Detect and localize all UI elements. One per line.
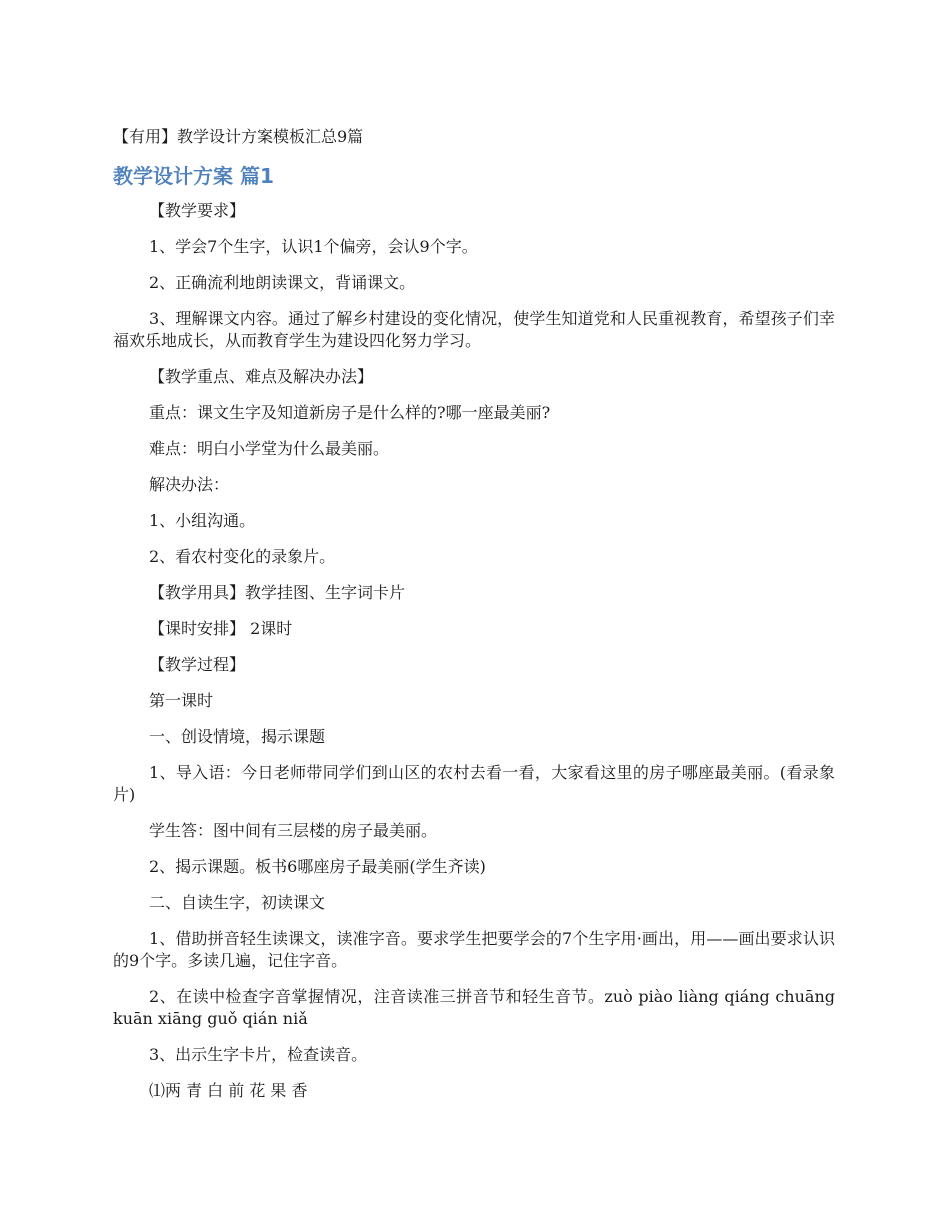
paragraph: 重点：课文生字及知道新房子是什么样的?哪一座最美丽?	[149, 403, 551, 422]
paragraph: 一、创设情境，揭示课题	[149, 727, 326, 746]
document-page	[113, 124, 835, 1116]
paragraph: 1、借助拼音轻生读课文，读准字音。要求学生把要学会的7个生字用·画出，用——画出要求认识的9个字。多读几遍，记住字音。	[113, 929, 835, 970]
paragraph: 2、在读中检查字音掌握情况，注音读准三拼音节和轻生音节。zuò piào liàng qiáng chuāng kuān xiāng guǒ qián niǎ	[113, 987, 835, 1028]
paragraph: 【教学过程】	[149, 655, 246, 674]
paragraph: 难点：明白小学堂为什么最美丽。	[149, 439, 390, 458]
paragraph: 2、看农村变化的录象片。	[149, 547, 336, 566]
document-title: 【有用】教学设计方案模板汇总9篇	[113, 127, 364, 146]
paragraph: 3、出示生字卡片，检查读音。	[149, 1045, 368, 1064]
paragraph: 1、小组沟通。	[149, 511, 256, 530]
paragraph: 二、自读生字，初读课文	[149, 893, 326, 912]
paragraph: 【教学用具】教学挂图、生字词卡片	[149, 583, 406, 602]
paragraph: ⑴两 青 白 前 花 果 香	[149, 1081, 308, 1100]
paragraph: 3、理解课文内容。通过了解乡村建设的变化情况，使学生知道党和人民重视教育，希望孩子们幸福欢乐地成长，从而教育学生为建设四化努力学习。	[113, 309, 835, 350]
paragraph: 2、正确流利地朗读课文，背诵课文。	[149, 273, 416, 292]
paragraph: 1、导入语：今日老师带同学们到山区的农村去看一看，大家看这里的房子哪座最美丽。(看录象片)	[113, 763, 835, 804]
paragraph: 学生答：图中间有三层楼的房子最美丽。	[149, 821, 438, 840]
paragraph: 【教学重点、难点及解决办法】	[149, 367, 374, 386]
paragraph: 第一课时	[149, 691, 214, 710]
paragraph: 解决办法：	[149, 475, 230, 494]
paragraph: 1、学会7个生字，认识1个偏旁，会认9个字。	[149, 237, 478, 256]
paragraph: 2、揭示课题。板书6哪座房子最美丽(学生齐读)	[149, 857, 486, 876]
paragraph: 【课时安排】 2课时	[149, 619, 293, 638]
paragraph: 【教学要求】	[149, 201, 246, 220]
section-heading: 教学设计方案 篇1	[113, 164, 274, 188]
